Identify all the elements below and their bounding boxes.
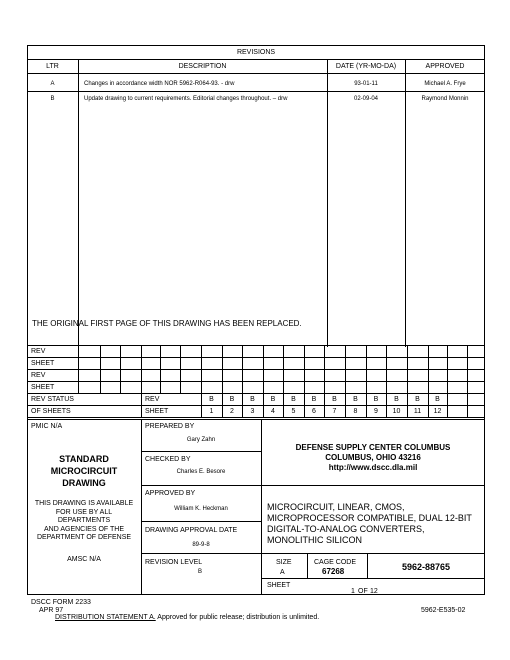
revision-date: 93-01-11 <box>354 81 378 87</box>
replaced-note: THE ORIGINAL FIRST PAGE OF THIS DRAWING HAS BEEN REPLACED. <box>32 319 302 328</box>
grid-row-label: REV <box>31 348 46 355</box>
agency-address: COLUMBUS, OHIO 43216 <box>325 453 421 462</box>
revision-ltr: B <box>50 96 55 102</box>
availability-line: DEPARTMENTS <box>57 517 111 524</box>
header-date: DATE (YR-MO-DA) <box>335 63 397 70</box>
approval-date: 89-9-8 <box>192 542 210 548</box>
size-label: SIZE <box>276 559 292 566</box>
agency-name: DEFENSE SUPPLY CENTER COLUMBUS <box>295 443 451 452</box>
approved-by-name: William K. Heckman <box>174 506 228 512</box>
sheet-label: SHEET <box>267 582 291 589</box>
rev-value: B <box>229 396 235 403</box>
grid-row-label: SHEET <box>31 360 55 367</box>
rev-value: B <box>373 396 379 403</box>
sheet-value: 2 <box>230 408 234 415</box>
availability-line: THIS DRAWING IS AVAILABLE <box>34 500 134 507</box>
approval-date-label: DRAWING APPROVAL DATE <box>145 527 238 534</box>
revisions-title: REVISIONS <box>236 49 276 56</box>
availability-note <box>27 500 141 543</box>
distribution-label: DISTRIBUTION STATEMENT A. <box>55 614 156 621</box>
distribution-statement <box>55 614 319 621</box>
agency-block <box>261 443 485 473</box>
availability-line: AND AGENCIES OF THE <box>44 525 124 533</box>
rev-value: B <box>415 396 420 403</box>
prepared-by-label: PREPARED BY <box>145 423 195 430</box>
revision-level-label: REVISION LEVEL <box>145 559 203 566</box>
availability-line: FOR USE BY ALL <box>55 508 113 516</box>
revision-approver: Michael A. Frye <box>424 81 466 87</box>
sheet-value: 1 <box>209 408 214 415</box>
distribution-text: Approved for public release; distribution is unlimited. <box>155 614 320 621</box>
sheet-value: 8 <box>353 408 358 415</box>
rev-value: B <box>209 396 214 403</box>
drawing-number: 5962-88765 <box>401 562 451 572</box>
amsc-label: AMSC N/A <box>67 556 101 563</box>
checked-by-label: CHECKED BY <box>145 456 191 463</box>
revision-ltr: A <box>50 81 55 87</box>
document-id: 5962-E535-02 <box>421 607 466 614</box>
cage-code-value: 67268 <box>322 567 345 576</box>
standard-microcircuit-drawing <box>27 453 141 489</box>
grid-row-label: SHEET <box>31 384 55 391</box>
sheet-total: 12 <box>370 588 378 595</box>
sheet-value: 5 <box>291 408 296 415</box>
description-line: MICROPROCESSOR COMPATIBLE, DUAL 12-BIT <box>267 513 472 523</box>
sheet-label: SHEET <box>145 408 169 415</box>
header-approved: APPROVED <box>425 63 465 70</box>
sheet-value: 12 <box>433 408 442 415</box>
revision-description: Changes in accordance width NOR 5962-R064-93. - drw <box>84 81 235 87</box>
sheet-number: 1 <box>351 588 355 595</box>
revision-level: B <box>198 569 203 575</box>
rev-value: B <box>332 396 337 403</box>
rev-value: B <box>311 396 317 403</box>
rev-value: B <box>270 396 276 403</box>
header-ltr: LTR <box>46 63 59 70</box>
form-date: APR 97 <box>39 607 64 614</box>
size-value: A <box>280 569 285 576</box>
rev-value: B <box>291 396 296 403</box>
agency-url: http://www.dscc.dla.mil <box>328 463 418 472</box>
description-line: DIGITAL-TO-ANALOG CONVERTERS, <box>267 524 425 534</box>
revision-date: 02-09-04 <box>353 96 379 102</box>
standard-line: MICROCIRCUIT <box>50 466 118 476</box>
prepared-by-name: Gary Zahn <box>186 437 216 443</box>
sheet-value: 3 <box>250 408 255 415</box>
rev-value: B <box>435 396 440 403</box>
form-number: DSCC FORM 2233 <box>31 599 91 606</box>
grid-row-label: REV <box>31 372 46 379</box>
sheet-value: 10 <box>392 408 401 415</box>
of-sheets-label: OF SHEETS <box>31 408 71 415</box>
description-line: MICROCIRCUIT, LINEAR, CMOS, <box>267 502 405 512</box>
cage-code-label: CAGE CODE <box>314 559 357 566</box>
drawing-description <box>267 502 472 546</box>
rev-value: B <box>394 396 399 403</box>
revision-description: Update drawing to current requirements. Editorial changes throughout. – drw <box>84 96 288 102</box>
standard-line: STANDARD <box>59 454 109 464</box>
availability-line: DEPARTMENT OF DEFENSE <box>36 534 132 541</box>
sheet-value: 4 <box>271 408 275 415</box>
rev-status-label: REV STATUS <box>31 396 74 403</box>
header-description: DESCRIPTION <box>178 63 227 70</box>
sheet-value: 6 <box>312 408 316 415</box>
rev-value: B <box>250 396 255 403</box>
sheet-value: 9 <box>374 408 378 415</box>
sheet-value: 7 <box>332 408 337 415</box>
rev-value: B <box>353 396 358 403</box>
approved-by-label: APPROVED BY <box>145 490 196 497</box>
rev-label: REV <box>145 396 160 403</box>
standard-line: DRAWING <box>62 478 106 488</box>
sheet-value: 11 <box>413 408 422 415</box>
sheet-of-label: OF <box>358 588 368 595</box>
description-line: MONOLITHIC SILICON <box>267 535 363 545</box>
checked-by-name: Charles E. Besore <box>176 469 226 475</box>
revision-approver: Raymond Monnin <box>421 96 469 102</box>
pmic-label: PMIC N/A <box>31 423 63 430</box>
